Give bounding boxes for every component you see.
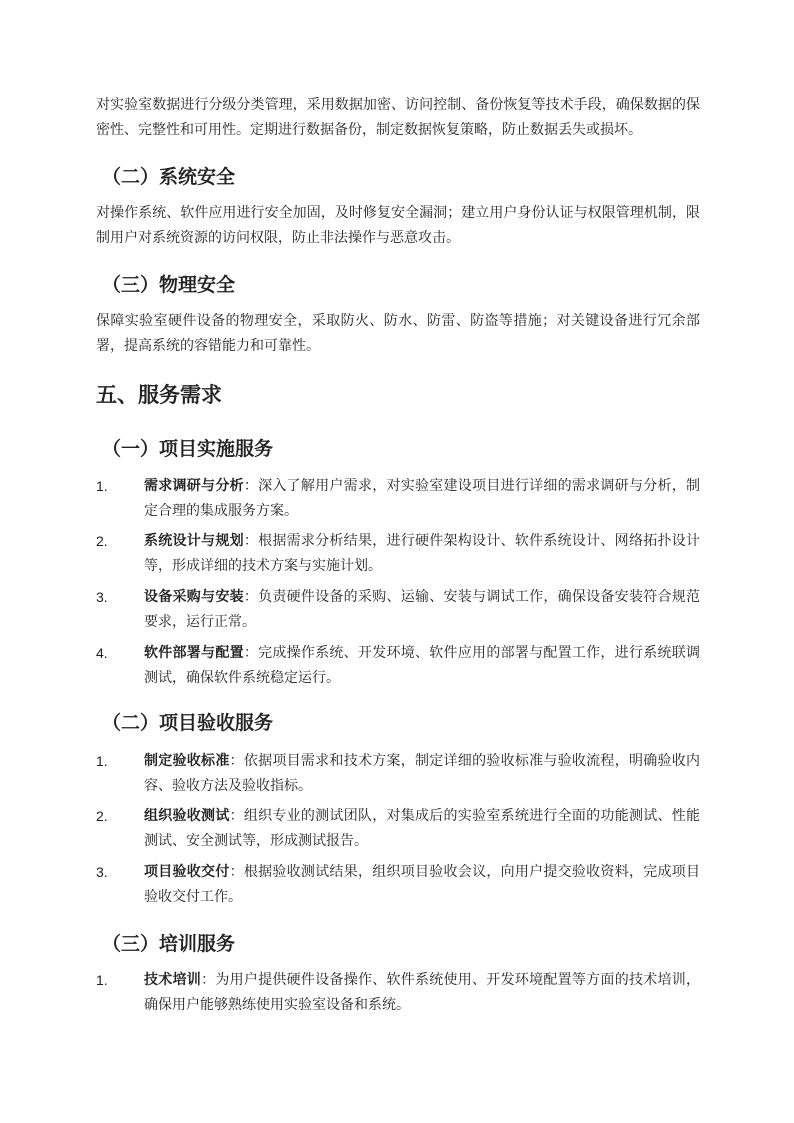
list-item	[96, 968, 700, 1018]
list-item	[96, 585, 700, 635]
list-text: ：完成操作系统、开发环境、软件应用的部署与配置工作，进行系统联调测试，确保软件系统稳定运行。	[144, 645, 700, 686]
acceptance-services-heading: （二）项目验收服务	[102, 712, 274, 734]
implementation-services-heading: （一）项目实施服务	[102, 438, 274, 460]
list-item	[96, 641, 700, 691]
list-term: 项目验收交付	[144, 864, 230, 880]
list-number: 2.	[96, 533, 108, 549]
list-term: 需求调研与分析	[144, 478, 244, 494]
list-text: ：为用户提供硬件设备操作、软件系统使用、开发环境配置等方面的技术培训，确保用户能够熟练使用实验室设备和系统。	[144, 972, 701, 1013]
list-text: ：根据需求分析结果，进行硬件架构设计、软件系统设计、网络拓扑设计等，形成详细的技术方案与实施计划。	[144, 533, 700, 574]
list-text: ：组织专业的测试团队，对集成后的实验室系统进行全面的功能测试、性能测试、安全测试等，形成测试报告。	[144, 808, 701, 849]
list-text: ：深入了解用户需求，对实验室建设项目进行详细的需求调研与分析，制定合理的集成服务方案。	[144, 478, 700, 519]
list-item	[96, 529, 700, 579]
service-requirements-heading: 五、服务需求	[96, 383, 222, 407]
list-term: 组织验收测试	[144, 808, 230, 824]
list-number: 3.	[96, 864, 108, 880]
list-item	[96, 474, 700, 524]
list-text: ：依据项目需求和技术方案，制定详细的验收标准与验收流程，明确验收内容、验收方法及验收指标。	[144, 753, 701, 794]
list-term: 技术培训	[144, 972, 202, 988]
training-services-heading: （三）培训服务	[102, 933, 236, 955]
physical-security-paragraph: 保障实验室硬件设备的物理安全，采取防火、防水、防雷、防盗等措施；对关键设备进行冗余部署，提高系统的容错能力和可靠性。	[96, 313, 700, 354]
list-item	[96, 860, 700, 910]
list-text: ：根据验收测试结果，组织项目验收会议，向用户提交验收资料，完成项目验收交付工作。	[144, 864, 701, 905]
list-text: ：负责硬件设备的采购、运输、安装与调试工作，确保设备安装符合规范要求，运行正常。	[144, 589, 700, 630]
system-security-paragraph: 对操作系统、软件应用进行安全加固，及时修复安全漏洞；建立用户身份认证与权限管理机制，限制用户对系统资源的访问权限，防止非法操作与恶意攻击。	[96, 205, 700, 246]
list-number: 2.	[96, 808, 108, 824]
list-term: 系统设计与规划	[144, 533, 244, 549]
list-term: 设备采购与安装	[144, 589, 244, 605]
system-security-heading: （二）系统安全	[102, 166, 236, 188]
list-term: 制定验收标准	[144, 753, 230, 769]
list-number: 1.	[96, 478, 108, 494]
physical-security-heading: （三）物理安全	[102, 274, 236, 296]
list-number: 1.	[96, 753, 108, 769]
data-security-paragraph: 对实验室数据进行分级分类管理，采用数据加密、访问控制、备份恢复等技术手段，确保数据的保密性、完整性和可用性。定期进行数据备份，制定数据恢复策略，防止数据丢失或损坏。	[96, 97, 700, 138]
list-number: 1.	[96, 972, 108, 988]
list-number: 4.	[96, 645, 108, 661]
list-item	[96, 749, 700, 799]
list-number: 3.	[96, 589, 108, 605]
list-item	[96, 804, 700, 854]
list-term: 软件部署与配置	[144, 645, 244, 661]
